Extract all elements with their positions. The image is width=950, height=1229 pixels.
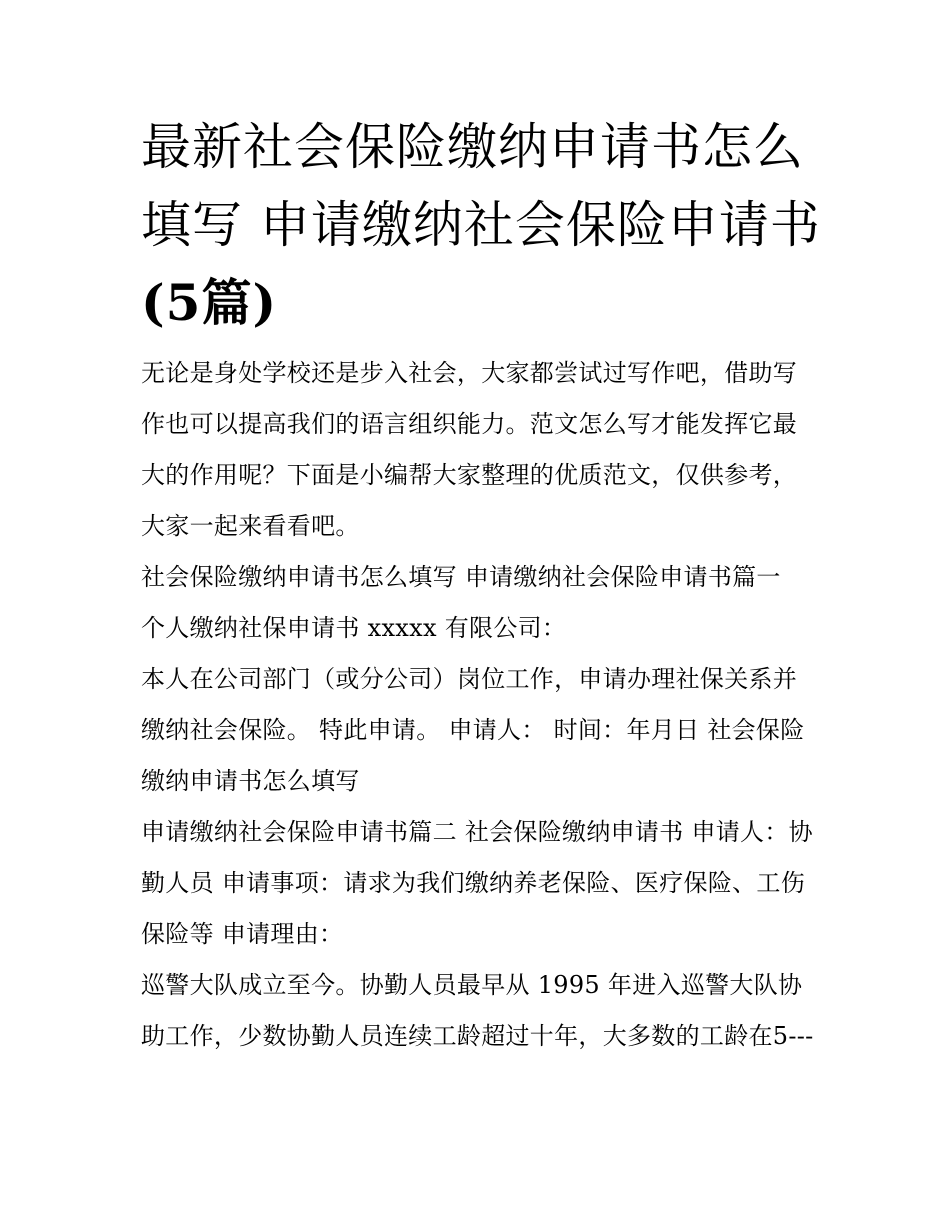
body-paragraph-1: 本人在公司部门（或分公司）岗位工作，申请办理社保关系并缴纳社会保险。 特此申请。 申请人： 时间：年月日 社会保险缴纳申请书怎么填写 [141,665,805,795]
section-heading-1: 社会保险缴纳申请书怎么填写 申请缴纳社会保险申请书篇一 [141,563,781,591]
body-paragraph-2: 申请缴纳社会保险申请书篇二 社会保险缴纳申请书 申请人：协勤人员 申请事项：请求为我们缴纳养老保险、医疗保险、工伤保险等 申请理由： [141,818,813,948]
addressee-line: 个人缴纳社保申请书 xxxxx 有限公司： [141,614,567,642]
document-page [141,108,821,1062]
title-tail: (5篇) [141,273,278,332]
body-paragraph-3: 巡警大队成立至今。协勤人员最早从 1995 年进入巡警大队协助工作，少数协勤人员连续工龄超过十年，大多数的工龄在5--- [141,971,814,1050]
title-main: 最新社会保险缴纳申请书怎么填写 申请缴纳社会保险申请书 [141,118,821,254]
intro-paragraph: 无论是身处学校还是步入社会，大家都尝试过写作吧，借助写作也可以提高我们的语言组织能力。范文怎么写才能发挥它最大的作用呢？下面是小编帮大家整理的优质范文，仅供参考，大家一起来看看吧。 [141,359,798,540]
document-title [141,108,821,342]
